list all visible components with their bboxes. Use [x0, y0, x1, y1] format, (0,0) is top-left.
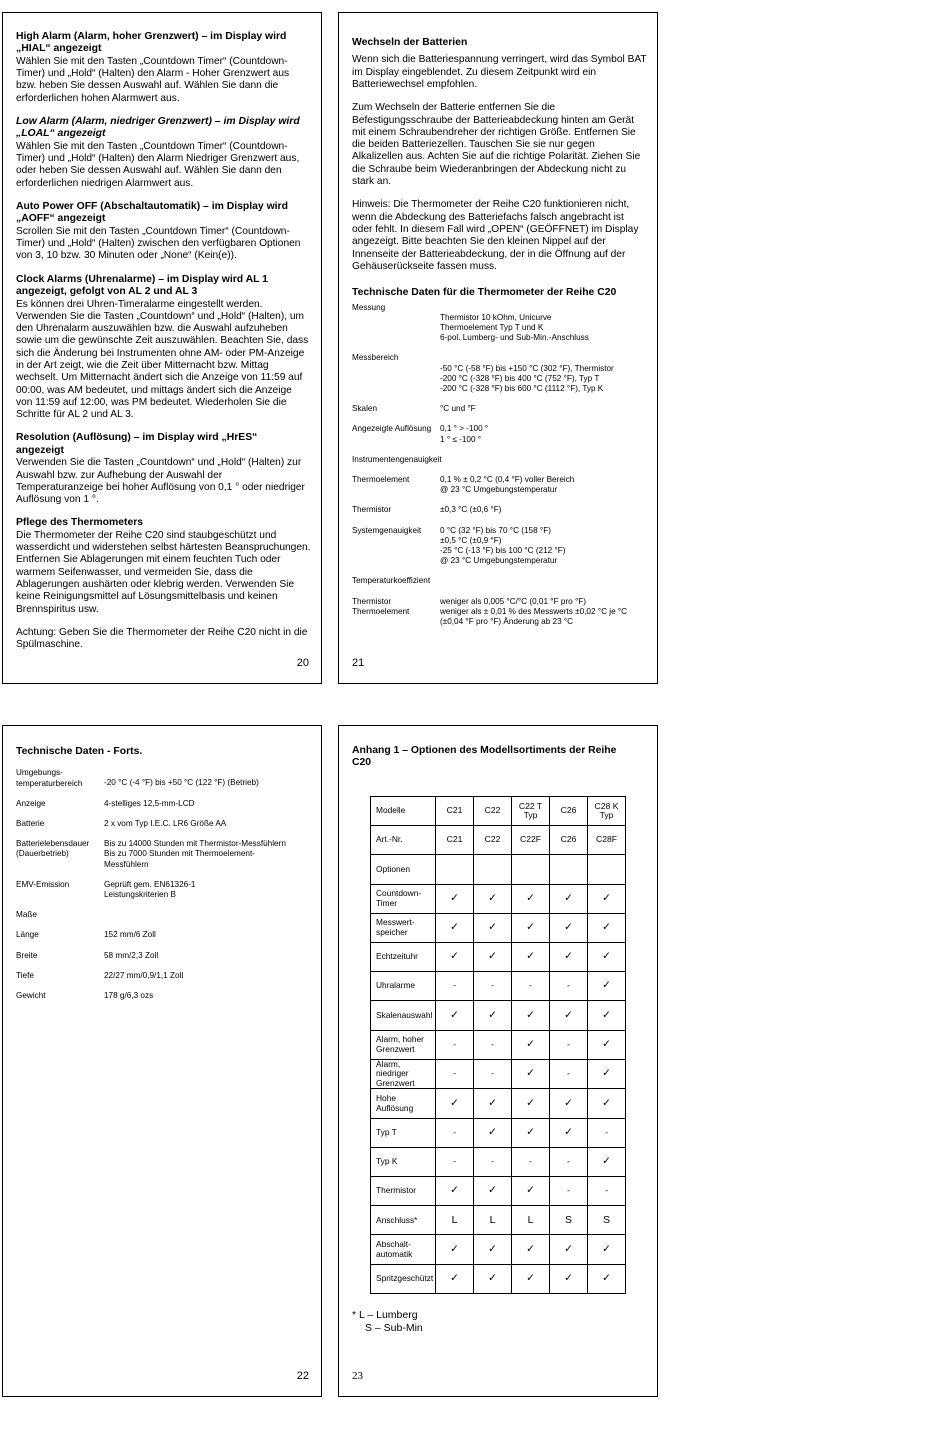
table-cell: ✓: [512, 1030, 550, 1059]
spec-system-value: @ 23 °C Umgebungstemperatur: [440, 556, 558, 566]
spec-gewicht-label: Gewicht: [16, 991, 46, 1001]
table-cell: -: [436, 1147, 474, 1176]
table-cell: L: [474, 1206, 512, 1235]
table-cell: -: [436, 1059, 474, 1089]
row-label: Countdown-Timer: [371, 884, 436, 913]
battery-text-2: Zum Wechseln der Batterie entfernen Sie die Befestigungsschraube der Batterieabdeckung hinten am Gerät mit einem Schraubendreher der richtigen Größe. Entfernen Sie die beiden Batteriezellen. Tauschen Sie sie nur gegen Alkalizellen aus. Achten Sie auf die richtige Polarität. Ziehen Sie die Schraube beim Wiederanbringen der Abdeckung nicht zu stark an.: [352, 102, 641, 188]
spec-block: [352, 303, 647, 628]
spec-thermoelement-label: Thermoelement: [352, 475, 410, 484]
spec-tk-label: Temperaturkoeffizient: [352, 576, 431, 586]
table-cell: L: [436, 1206, 474, 1235]
row-label: Typ T: [371, 1118, 436, 1147]
auto-off-section: [16, 201, 311, 263]
spec-gewicht-value: 178 g/6,3 ozs: [104, 991, 154, 1001]
options-table-body: [371, 797, 626, 1294]
low-alarm-heading-1: Low Alarm (Alarm, niedriger Grenzwert) – im Display wird: [16, 116, 300, 127]
page-23-title-line-2: C20: [352, 757, 372, 769]
table-cell: C26: [550, 797, 588, 826]
row-label: Alarm, hoher Grenzwert: [371, 1030, 436, 1059]
resolution-heading-1: Resolution (Auflösung) – im Display wird „HrES“: [16, 432, 258, 444]
table-cell: [550, 855, 588, 884]
table-cell: ✓: [436, 1089, 474, 1118]
spec-row-anzeige: [16, 799, 311, 809]
table-cell: -: [436, 972, 474, 1001]
page-20-content: [16, 31, 311, 652]
spec-messung-value: Thermoelement Typ T und K: [440, 322, 544, 332]
table-cell: ✓: [588, 884, 626, 913]
table-cell: -: [588, 1177, 626, 1206]
spec-anzeige-label: Anzeige: [16, 798, 46, 808]
spec-thermistor-value: ±0,3 °C (±0,6 °F): [440, 505, 502, 515]
table-row: [371, 1206, 626, 1235]
auto-off-text: Scrollen Sie mit den Tasten „Countdown Timer“ (Countdown-Timer) und „Hold“ (Halten) zwischen den verfügbaren Optionen von 3, 10 bzw. 30 Minuten oder „None“ (Kein(e)).: [16, 225, 301, 262]
table-cell: C28 K Typ: [588, 797, 626, 826]
table-cell: -: [474, 1030, 512, 1059]
table-cell: ✓: [550, 1264, 588, 1293]
battery-text-1: Wenn sich die Batteriespannung verringert, wird das Symbol BAT im Display eingeblendet. Zu diesem Zeitpunkt wird ein Batteriewechsel empfohlen.: [352, 54, 647, 90]
clock-alarm-heading-2: angezeigt, gefolgt von AL 2 und AL 3: [16, 286, 198, 298]
table-cell: -: [550, 1059, 588, 1089]
footnote: [352, 1309, 423, 1334]
page-21-content: [352, 37, 647, 627]
spec-row-aufloesung: [352, 424, 647, 444]
spec-row-tk-thermoelement: [352, 607, 647, 627]
spec-lebensdauer-value: Bis zu 7000 Stunden mit Thermoelement-: [104, 849, 255, 859]
spec-messung-value: 6-pol. Lumberg- und Sub-Min.-Anschluss: [440, 333, 589, 343]
row-label: Abschalt-automatik: [371, 1235, 436, 1264]
spec-emv-label: EMV-Emission: [16, 879, 70, 889]
spec-instrument-label: Instrumentengenauigkeit: [352, 454, 442, 464]
table-cell: ✓: [512, 1059, 550, 1089]
spec-breite-value: 58 mm/2,3 Zoll: [104, 950, 159, 960]
table-row: [371, 1089, 626, 1118]
table-cell: ✓: [512, 913, 550, 942]
spec-system-values: [440, 526, 647, 567]
spec-heading: Technische Daten für die Thermometer der Reihe C20: [352, 287, 617, 299]
spec-thermoelement-value: 0,1 % ± 0,2 °C (0,4 °F) voller Bereich: [440, 475, 575, 484]
spec-tk-thermoelement-label: Thermoelement: [352, 606, 410, 616]
clock-alarm-text: Es können drei Uhren-Timeralarme eingestellt werden. Verwenden Sie die Tasten „Countdown“ und „Hold“ (Halten), um den Uhrenalarm auszuwählen bzw. die Auswahl aufzuheben sowie um die gewünschte Zeit auszuwählen. Beachten Sie, dass sich die Änderung bei Instrumenten ohne AM- oder PM-Anzeige in der Art zeigt, wie die Zeit über Mitternacht bzw. Mittag wechselt. Um Mitternacht ändert sich die Anzeige von 11:59 auf 00:00, was AM bedeutet, und mittags ändert sich die Anzeige von 11:59 auf 12:00, was PM bedeutet. Wiederholen Sie die Schritte für AL 2 und AL 3.: [16, 298, 309, 421]
spec-tiefe-value: 22/27 mm/0,9/1,1 Zoll: [104, 970, 184, 980]
table-cell: -: [550, 1147, 588, 1176]
spec-tk-thermoelement-value: (±0,04 °F pro °F) Änderung ab 23 °C: [440, 617, 574, 627]
page-21: [338, 12, 658, 684]
table-row: [371, 826, 626, 855]
page-number-20: 20: [296, 657, 309, 669]
table-cell: C21: [436, 797, 474, 826]
spec-messung-label: Messung: [352, 302, 386, 312]
table-cell: ✓: [550, 1001, 588, 1030]
spec-aufloesung-label: Angezeigte Auflösung: [352, 424, 432, 434]
table-cell: -: [474, 1059, 512, 1089]
spec-row-laenge: [16, 930, 311, 940]
table-cell: [436, 855, 474, 884]
spec-tk-thermistor-label: Thermistor: [352, 596, 392, 606]
spec-umgebung-label: [16, 768, 104, 788]
spec-skalen-value: °C und °F: [440, 404, 476, 414]
table-cell: -: [474, 1147, 512, 1176]
table-cell: ✓: [588, 1264, 626, 1293]
row-label: Thermistor: [371, 1177, 436, 1206]
table-cell: C22: [474, 826, 512, 855]
spec-row-breite: [16, 951, 311, 961]
table-cell: -: [512, 972, 550, 1001]
spec-system-value: 0 °C (32 °F) bis 70 °C (158 °F): [440, 525, 551, 535]
spec-masse-label: Maße: [16, 910, 37, 920]
table-cell: [588, 855, 626, 884]
table-cell: ✓: [550, 913, 588, 942]
table-cell: ✓: [436, 884, 474, 913]
page-23-title-line-1: Anhang 1 – Optionen des Modellsortiments der Reihe: [352, 745, 617, 756]
spec-anzeige-value: 4-stelliges 12,5-mm-LCD: [104, 798, 195, 808]
table-cell: -: [550, 1177, 588, 1206]
table-cell: C26: [550, 826, 588, 855]
high-alarm-section: [16, 31, 311, 105]
page-22: [2, 725, 322, 1397]
spec-lebensdauer-value: Messfühlern: [104, 859, 149, 869]
spec-aufloesung-value: 1 ° ≤ -100 °: [440, 434, 482, 444]
page-number-21: 21: [352, 657, 365, 669]
row-label: Uhralarme: [371, 972, 436, 1001]
battery-text-3: Hinweis: Die Thermometer der Reihe C20 funktionieren nicht, wenn die Abdeckung des Batteriefachs falsch angebracht ist oder fehlt. In diesem Fall wird „OPEN“ (GEÖFFNET) im Display angezeigt. Bitte beachten Sie den kleinen Nippel auf der Innenseite der Batterieabdeckung, der in die Öffnung auf der Gehäuserückseite fassen muss.: [352, 199, 639, 272]
table-row: [371, 1235, 626, 1264]
options-table: [370, 796, 626, 1294]
footnote-lumberg: * L – Lumberg: [352, 1309, 418, 1321]
spec-aufloesung-value: 0,1 ° > -100 °: [440, 424, 489, 434]
table-cell: ✓: [512, 1001, 550, 1030]
table-row: [371, 1177, 626, 1206]
page-number-23: 23: [352, 1370, 363, 1382]
spec-row-skalen: [352, 404, 647, 414]
table-cell: -: [512, 1147, 550, 1176]
table-cell: C22: [474, 797, 512, 826]
table-cell: ✓: [474, 913, 512, 942]
table-row: [371, 1001, 626, 1030]
spec-thermoelement-values: [440, 475, 647, 495]
table-row: [371, 1264, 626, 1293]
care-text: Die Thermometer der Reihe C20 sind staubgeschützt und wasserdicht und widerstehen selbst härtesten Beanspruchungen. Entfernen Sie Ablagerungen mit einem feuchten Tuch oder warmem Seifenwasser, und vermeiden Sie, dass die Ablagerungen aushärten oder klebrig werden. Verwenden Sie keine Reinigungsmittel auf Lösungsmittelbasis und keinen Brennspiritus usw.: [16, 529, 311, 615]
spec-system-label: Systemgenauigkeit: [352, 525, 422, 535]
page-23: [338, 725, 658, 1397]
spec-row-gewicht: [16, 991, 311, 1001]
table-cell: [474, 855, 512, 884]
spec-messbereich-value: -200 °C (-328 °F) bis 600 °C (1112 °F), Typ K: [440, 383, 604, 393]
table-cell: ✓: [588, 1089, 626, 1118]
table-cell: ✓: [512, 942, 550, 971]
spec-tk-thermoelement-value: weniger als ± 0,01 % des Messwerts ±0,02 °C je °C: [440, 606, 628, 616]
spec-thermoelement-value: @ 23 °C Umgebungstemperatur: [440, 485, 558, 495]
spec-system-value: -25 °C (-13 °F) bis 100 °C (212 °F): [440, 546, 566, 556]
spec-row-batterie: [16, 819, 311, 829]
table-cell: ✓: [512, 1177, 550, 1206]
row-label: Skalenauswahl: [371, 1001, 436, 1030]
table-cell: -: [588, 1118, 626, 1147]
table-row: [371, 942, 626, 971]
row-label: Art.-Nr.: [371, 826, 436, 855]
table-cell: ✓: [550, 1118, 588, 1147]
table-cell: -: [474, 972, 512, 1001]
low-alarm-text: Wählen Sie mit den Tasten „Countdown Timer“ (Countdown-Timer) und „Hold“ (Halten) den Alarm Niedriger Grenzwert aus, oder heben Sie dessen Auswahl auf. Wählen Sie dann den erforderlichen niedrigen Alarmwert aus.: [16, 140, 300, 189]
resolution-text: Verwenden Sie die Tasten „Countdown“ und „Hold“ (Halten) zur Auswahl bzw. zur Aufhebung der Auswahl der Temperaturanzeige bei hoher Auflösung von 0,1 ° oder niedriger Auflösung von 1 °.: [16, 457, 305, 506]
clock-alarm-heading-1: Clock Alarms (Uhrenalarme) – im Display wird AL 1: [16, 273, 268, 285]
clock-alarm-section: [16, 274, 311, 422]
table-cell: ✓: [512, 1235, 550, 1264]
table-cell: ✓: [550, 1235, 588, 1264]
table-cell: C22 T Typ: [512, 797, 550, 826]
table-cell: ✓: [436, 913, 474, 942]
auto-off-heading-1: Auto Power OFF (Abschaltautomatik) – im Display wird: [16, 201, 288, 212]
spec-messbereich-value: -200 °C (-328 °F) bis 400 °C (752 °F), Typ T: [440, 373, 600, 383]
table-row: [371, 884, 626, 913]
table-cell: ✓: [588, 1147, 626, 1176]
table-cell: ✓: [550, 942, 588, 971]
table-cell: -: [436, 1118, 474, 1147]
spec-lebensdauer-label-line: Batterielebensdauer: [16, 839, 90, 849]
table-cell: -: [436, 1030, 474, 1059]
spec-row-lebensdauer: [16, 839, 311, 870]
care-section: [16, 517, 311, 615]
spec-lebensdauer-label-line: (Dauerbetrieb): [16, 849, 69, 859]
row-label: Alarm, niedriger Grenzwert: [371, 1059, 436, 1089]
footnote-submin: S – Sub-Min: [365, 1321, 423, 1334]
table-cell: ✓: [588, 1001, 626, 1030]
table-row: [371, 797, 626, 826]
spec-aufloesung-values: [440, 424, 647, 444]
table-cell: ✓: [512, 1118, 550, 1147]
table-cell: ✓: [436, 1235, 474, 1264]
table-cell: [512, 855, 550, 884]
high-alarm-heading-1: High Alarm (Alarm, hoher Grenzwert) – im Display wird: [16, 31, 287, 42]
spec-row-tk-thermistor: [352, 597, 647, 607]
table-cell: ✓: [588, 1059, 626, 1089]
table-cell: ✓: [474, 1089, 512, 1118]
table-cell: ✓: [436, 1264, 474, 1293]
high-alarm-text: Wählen Sie mit den Tasten „Countdown Timer“ (Countdown-Timer) und „Hold“ (Halten) den Alarm - Hoher Grenzwert aus bzw. heben Sie dessen Auswahl auf. Wählen Sie dann die erforderlichen hohen Alarmwert aus.: [16, 55, 290, 104]
high-alarm-heading-2: „HIAL“ angezeigt: [16, 43, 102, 55]
page-22-content: [16, 746, 311, 1001]
table-cell: ✓: [474, 884, 512, 913]
table-cell: ✓: [512, 1264, 550, 1293]
table-cell: ✓: [550, 884, 588, 913]
table-cell: -: [550, 972, 588, 1001]
spec-umgebung-value: -20 °C (-4 °F) bis +50 °C (122 °F) (Betrieb): [104, 778, 259, 788]
care-heading: Pflege des Thermometers: [16, 517, 144, 529]
table-row: [371, 855, 626, 884]
row-label: Typ K: [371, 1147, 436, 1176]
spec-lebensdauer-values: [104, 839, 311, 870]
table-cell: ✓: [474, 1235, 512, 1264]
spec-row-thermistor: [352, 505, 647, 515]
table-row: [371, 1059, 626, 1089]
row-label: Modelle: [371, 797, 436, 826]
table-cell: -: [550, 1030, 588, 1059]
spec-tiefe-label: Tiefe: [16, 970, 34, 980]
table-cell: ✓: [588, 942, 626, 971]
spec-row-umgebung: [16, 768, 311, 788]
table-row: [371, 1030, 626, 1059]
table-cell: ✓: [436, 942, 474, 971]
spec-row-system: [352, 526, 647, 567]
table-cell: ✓: [474, 1118, 512, 1147]
spec-cont-block: [16, 768, 311, 1001]
spec-row-tiefe: [16, 971, 311, 981]
care-note: Achtung: Geben Sie die Thermometer der Reihe C20 nicht in die Spülmaschine.: [16, 626, 308, 651]
spec-messung-value: Thermistor 10 kOhm, Unicurve: [440, 312, 552, 322]
table-cell: ✓: [550, 1089, 588, 1118]
table-row: [371, 972, 626, 1001]
spec-messung-values: [352, 313, 647, 344]
table-cell: C22F: [512, 826, 550, 855]
row-label: Hohe Auflösung: [371, 1089, 436, 1118]
spec-umgebung-label-line: temperaturbereich: [16, 778, 83, 788]
row-label: Messwert-speicher: [371, 913, 436, 942]
table-cell: ✓: [588, 1235, 626, 1264]
spec-row-emv: [16, 880, 311, 900]
row-label: Optionen: [371, 855, 436, 884]
table-cell: ✓: [588, 1030, 626, 1059]
table-cell: ✓: [474, 1177, 512, 1206]
spec-messbereich-values: [352, 364, 647, 395]
spec-batterie-label: Batterie: [16, 819, 45, 829]
spec-lebensdauer-value: Bis zu 14000 Stunden mit Thermistor-Messfühlern: [104, 839, 286, 849]
spec-messbereich-label: Messbereich: [352, 353, 399, 363]
resolution-section: [16, 432, 311, 506]
page-22-title: Technische Daten - Forts.: [16, 746, 143, 757]
spec-emv-value: Leistungskriterien B: [104, 890, 176, 900]
spec-laenge-label: Länge: [16, 930, 39, 940]
spec-emv-values: [104, 880, 311, 900]
spec-skalen-label: Skalen: [352, 404, 378, 414]
spec-thermistor-label: Thermistor: [352, 505, 392, 515]
table-cell: S: [550, 1206, 588, 1235]
table-cell: ✓: [474, 1264, 512, 1293]
table-cell: C21: [436, 826, 474, 855]
spec-umgebung-label-line: Umgebungs-: [16, 768, 63, 778]
table-cell: ✓: [588, 913, 626, 942]
spec-messbereich-value: -50 °C (-58 °F) bis +150 °C (302 °F), Thermistor: [440, 363, 614, 373]
spec-row-thermoelement: [352, 475, 647, 495]
table-row: [371, 1147, 626, 1176]
table-row: [371, 913, 626, 942]
spec-laenge-value: 152 mm/6 Zoll: [104, 930, 156, 940]
spec-system-value: ±0,5 °C (±0,9 °F): [440, 535, 502, 545]
resolution-heading-2: angezeigt: [16, 444, 64, 456]
battery-heading: Wechseln der Batterien: [352, 37, 468, 48]
low-alarm-heading-2: „LOAL“ angezeigt: [16, 128, 106, 140]
table-cell: ✓: [436, 1177, 474, 1206]
spec-tk-thermistor-value: weniger als 0,005 °C/°C (0,01 °F pro °F): [440, 596, 586, 606]
low-alarm-section: [16, 116, 311, 190]
row-label: Spritzgeschützt: [371, 1264, 436, 1293]
row-label: Echtzeituhr: [371, 942, 436, 971]
table-cell: L: [512, 1206, 550, 1235]
auto-off-heading-2: „AOFF“ angezeigt: [16, 213, 106, 225]
table-row: [371, 1118, 626, 1147]
spec-breite-label: Breite: [16, 950, 38, 960]
table-cell: ✓: [512, 884, 550, 913]
page-23-content: [352, 745, 647, 770]
page-number-22: 22: [296, 1370, 309, 1382]
table-cell: ✓: [474, 1001, 512, 1030]
spec-tk-thermoelement-values: [440, 607, 647, 627]
page-20: [2, 12, 322, 684]
table-cell: C28F: [588, 826, 626, 855]
table-cell: ✓: [512, 1089, 550, 1118]
spec-lebensdauer-label: [16, 839, 104, 870]
table-cell: ✓: [588, 972, 626, 1001]
row-label: Anschluss*: [371, 1206, 436, 1235]
spec-batterie-value: 2 x vom Typ I.E.C. LR6 Größe AA: [104, 819, 227, 829]
spec-emv-value: Geprüft gem. EN61326-1: [104, 879, 196, 889]
table-cell: ✓: [436, 1001, 474, 1030]
table-cell: ✓: [474, 942, 512, 971]
table-cell: S: [588, 1206, 626, 1235]
